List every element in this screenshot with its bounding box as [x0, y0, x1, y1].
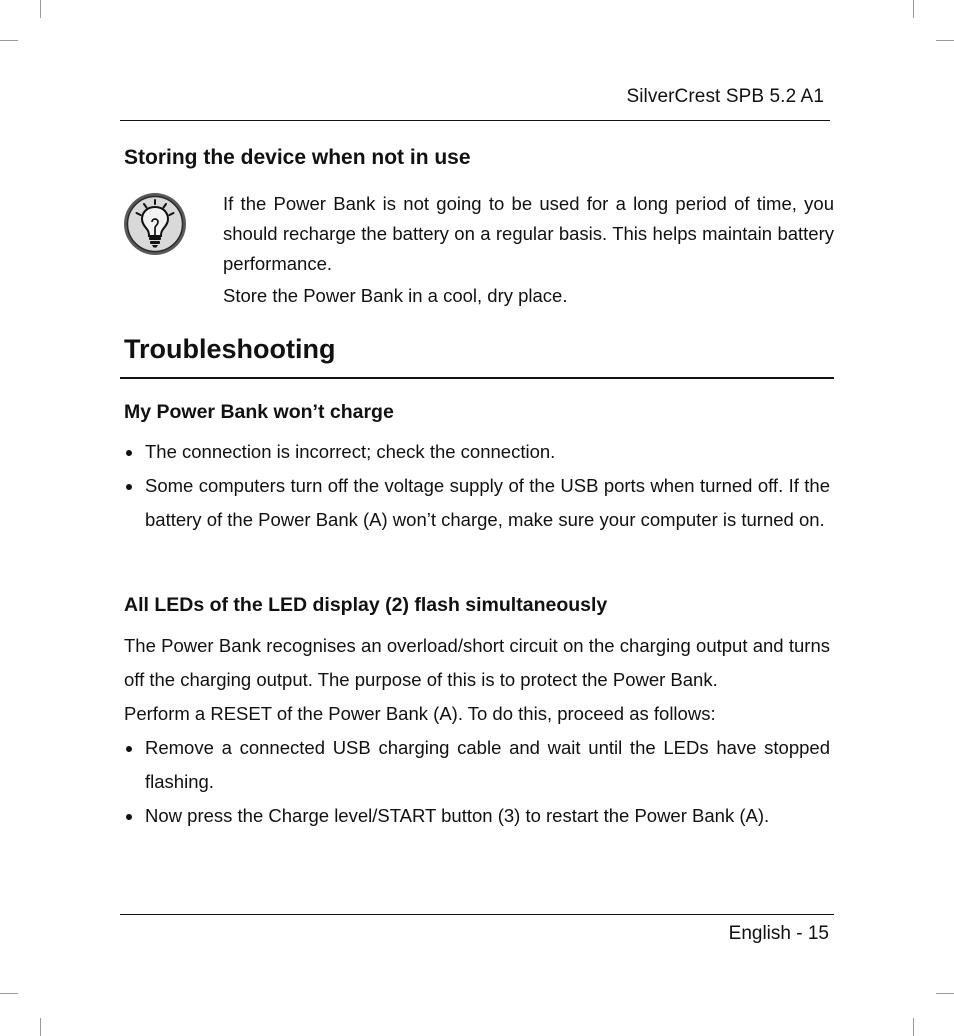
storing-paragraph-1: If the Power Bank is not going to be used for a long period of time, you should recharge the battery on a regular basis. This helps maintain battery performance.	[223, 193, 834, 274]
crop-mark-bottom-right-h	[936, 993, 954, 994]
lightbulb-tip-icon	[122, 191, 188, 257]
footer-rule	[120, 914, 834, 915]
page-footer-number: English - 15	[728, 923, 829, 944]
header-rule	[120, 120, 830, 121]
crop-mark-bottom-left-h	[0, 993, 18, 994]
page-header-product: SilverCrest SPB 5.2 A1	[626, 86, 824, 107]
crop-mark-top-right	[913, 0, 914, 18]
list-item: Now press the Charge level/START button (3) to restart the Power Bank (A).	[124, 799, 830, 833]
storing-heading: Storing the device when not in use	[124, 146, 471, 169]
crop-mark-bottom-right	[913, 1018, 914, 1036]
leds-flash-paragraph-2: Perform a RESET of the Power Bank (A). To do this, proceed as follows:	[124, 703, 716, 724]
crop-mark-bottom-left	[40, 1018, 41, 1036]
crop-mark-top-left-h	[0, 40, 18, 41]
crop-mark-top-right-h	[936, 40, 954, 41]
troubleshooting-heading: Troubleshooting	[124, 334, 336, 364]
leds-flash-content	[124, 629, 830, 833]
crop-mark-top-left	[40, 0, 41, 18]
wont-charge-list	[124, 435, 830, 537]
storing-paragraph-2: Store the Power Bank in a cool, dry place.	[223, 285, 568, 306]
troubleshooting-rule	[120, 377, 834, 379]
list-item: Some computers turn off the voltage supply of the USB ports when turned off. If the battery of the Power Bank (A) won’t charge, make sure your computer is turned on.	[124, 469, 830, 537]
leds-flash-paragraph-1: The Power Bank recognises an overload/short circuit on the charging output and turns off the charging output. The purpose of this is to protect the Power Bank.	[124, 635, 830, 690]
section-heading-leds-flash: All LEDs of the LED display (2) flash simultaneously	[124, 594, 608, 616]
storing-tip-text	[223, 189, 834, 311]
list-item: Remove a connected USB charging cable and wait until the LEDs have stopped flashing.	[124, 731, 830, 799]
list-item: The connection is incorrect; check the connection.	[124, 435, 830, 469]
section-heading-wont-charge: My Power Bank won’t charge	[124, 401, 394, 423]
